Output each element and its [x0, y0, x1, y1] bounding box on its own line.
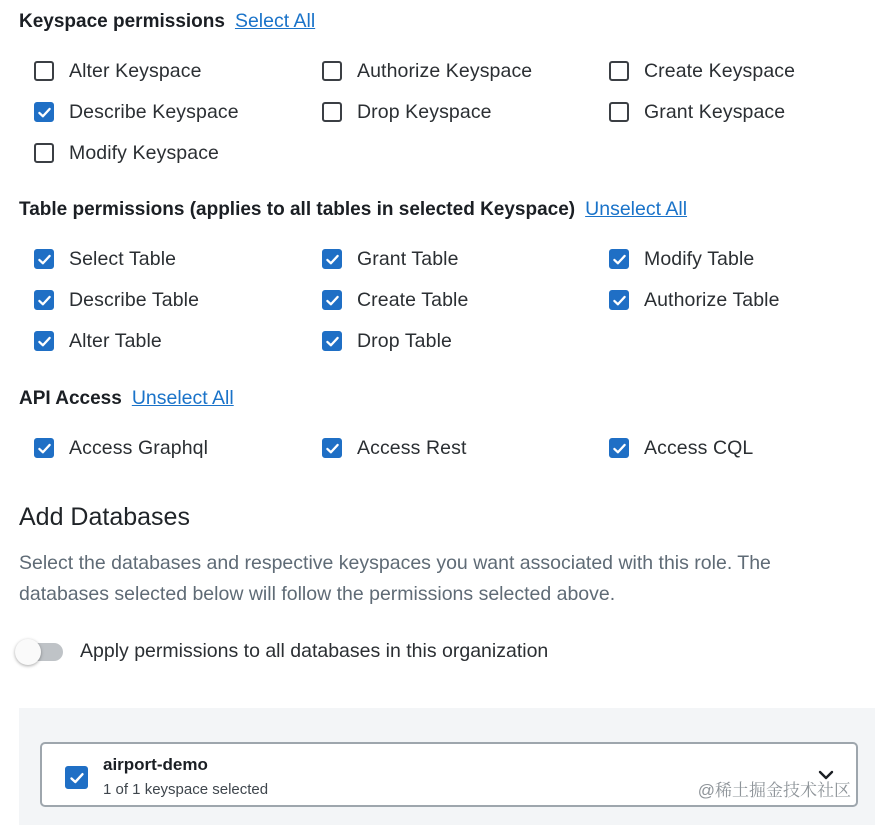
keyspace-select-all-link[interactable]: Select All	[234, 10, 316, 32]
api-access-header	[19, 387, 234, 410]
table-create-table-label: Create Table	[357, 288, 469, 311]
keyspace-create-keyspace-option[interactable]	[609, 58, 795, 84]
add-databases-description: Select the databases and respective keyspaces you want associated with this role. The databases selected below will follow the permissions selected above.	[19, 552, 771, 605]
api-access-rest-option[interactable]	[322, 435, 466, 461]
table-grant-table-checkbox[interactable]	[322, 249, 342, 269]
keyspace-drop-keyspace-label: Drop Keyspace	[357, 100, 492, 123]
keyspace-alter-keyspace-option[interactable]	[34, 58, 202, 84]
checkmark-icon	[612, 293, 627, 308]
database-keyspace-count: 1 of 1 keyspace selected	[103, 781, 269, 798]
api-access-cql-label: Access CQL	[644, 436, 754, 459]
table-alter-table-checkbox[interactable]	[34, 331, 54, 351]
keyspace-grant-keyspace-checkbox[interactable]	[609, 102, 629, 122]
api-access-graphql-option[interactable]	[34, 435, 208, 461]
database-list-panel	[19, 708, 875, 825]
toggle-switch[interactable]	[17, 643, 63, 661]
keyspace-authorize-keyspace-label: Authorize Keyspace	[357, 59, 533, 82]
database-checkbox[interactable]	[65, 766, 88, 789]
table-authorize-table-option[interactable]	[609, 287, 780, 313]
keyspace-alter-keyspace-checkbox[interactable]	[34, 61, 54, 81]
checkmark-icon	[37, 252, 52, 267]
checkmark-icon	[325, 252, 340, 267]
keyspace-describe-keyspace-label: Describe Keyspace	[69, 100, 239, 123]
keyspace-authorize-keyspace-checkbox[interactable]	[322, 61, 342, 81]
table-grant-table-label: Grant Table	[357, 247, 459, 270]
keyspace-drop-keyspace-checkbox[interactable]	[322, 102, 342, 122]
table-create-table-option[interactable]	[322, 287, 468, 313]
table-modify-table-option[interactable]	[609, 246, 754, 272]
api-access-graphql-checkbox[interactable]	[34, 438, 54, 458]
table-drop-table-checkbox[interactable]	[322, 331, 342, 351]
apply-all-databases-toggle[interactable]	[17, 640, 548, 663]
api-unselect-all-link[interactable]: Unselect All	[131, 387, 234, 409]
database-name: airport-demo	[103, 755, 208, 774]
add-databases-heading: Add Databases	[19, 503, 190, 531]
keyspace-grant-keyspace-label: Grant Keyspace	[644, 100, 786, 123]
table-drop-table-label: Drop Table	[357, 329, 452, 352]
checkmark-icon	[612, 441, 627, 456]
keyspace-modify-keyspace-label: Modify Keyspace	[69, 141, 219, 164]
table-create-table-checkbox[interactable]	[322, 290, 342, 310]
keyspace-grant-keyspace-option[interactable]	[609, 99, 785, 125]
keyspace-describe-keyspace-checkbox[interactable]	[34, 102, 54, 122]
checkmark-icon	[37, 293, 52, 308]
checkmark-icon	[37, 105, 52, 120]
api-access-rest-label: Access Rest	[357, 436, 467, 459]
table-unselect-all-link[interactable]: Unselect All	[585, 198, 688, 220]
api-access-title: API Access	[19, 388, 122, 409]
keyspace-alter-keyspace-label: Alter Keyspace	[69, 59, 202, 82]
checkmark-icon	[325, 441, 340, 456]
keyspace-modify-keyspace-checkbox[interactable]	[34, 143, 54, 163]
table-drop-table-option[interactable]	[322, 328, 452, 354]
table-modify-table-checkbox[interactable]	[609, 249, 629, 269]
watermark-text: @稀土掘金技术社区	[697, 781, 851, 800]
table-modify-table-label: Modify Table	[644, 247, 755, 270]
keyspace-drop-keyspace-option[interactable]	[322, 99, 492, 125]
table-select-table-label: Select Table	[69, 247, 177, 270]
toggle-label: Apply permissions to all databases in this organization	[80, 640, 549, 662]
keyspace-describe-keyspace-option[interactable]	[34, 99, 239, 125]
table-permissions-header	[19, 198, 687, 221]
checkmark-icon	[69, 770, 85, 786]
keyspace-create-keyspace-checkbox[interactable]	[609, 61, 629, 81]
table-authorize-table-checkbox[interactable]	[609, 290, 629, 310]
table-describe-table-label: Describe Table	[69, 288, 200, 311]
keyspace-authorize-keyspace-option[interactable]	[322, 58, 532, 84]
table-select-table-option[interactable]	[34, 246, 176, 272]
table-describe-table-checkbox[interactable]	[34, 290, 54, 310]
toggle-knob	[15, 639, 41, 665]
checkmark-icon	[37, 334, 52, 349]
checkmark-icon	[37, 441, 52, 456]
table-authorize-table-label: Authorize Table	[644, 288, 780, 311]
api-access-cql-option[interactable]	[609, 435, 753, 461]
keyspace-modify-keyspace-option[interactable]	[34, 140, 219, 166]
table-grant-table-option[interactable]	[322, 246, 459, 272]
api-access-cql-checkbox[interactable]	[609, 438, 629, 458]
table-select-table-checkbox[interactable]	[34, 249, 54, 269]
keyspace-permissions-header	[19, 10, 315, 33]
table-alter-table-label: Alter Table	[69, 329, 162, 352]
table-describe-table-option[interactable]	[34, 287, 199, 313]
keyspace-permissions-title: Keyspace permissions	[19, 11, 225, 32]
api-access-rest-checkbox[interactable]	[322, 438, 342, 458]
keyspace-create-keyspace-label: Create Keyspace	[644, 59, 796, 82]
checkmark-icon	[612, 252, 627, 267]
checkmark-icon	[325, 293, 340, 308]
checkmark-icon	[325, 334, 340, 349]
table-alter-table-option[interactable]	[34, 328, 162, 354]
table-permissions-title: Table permissions (applies to all tables in selected Keyspace)	[19, 199, 576, 220]
api-access-graphql-label: Access Graphql	[69, 436, 209, 459]
